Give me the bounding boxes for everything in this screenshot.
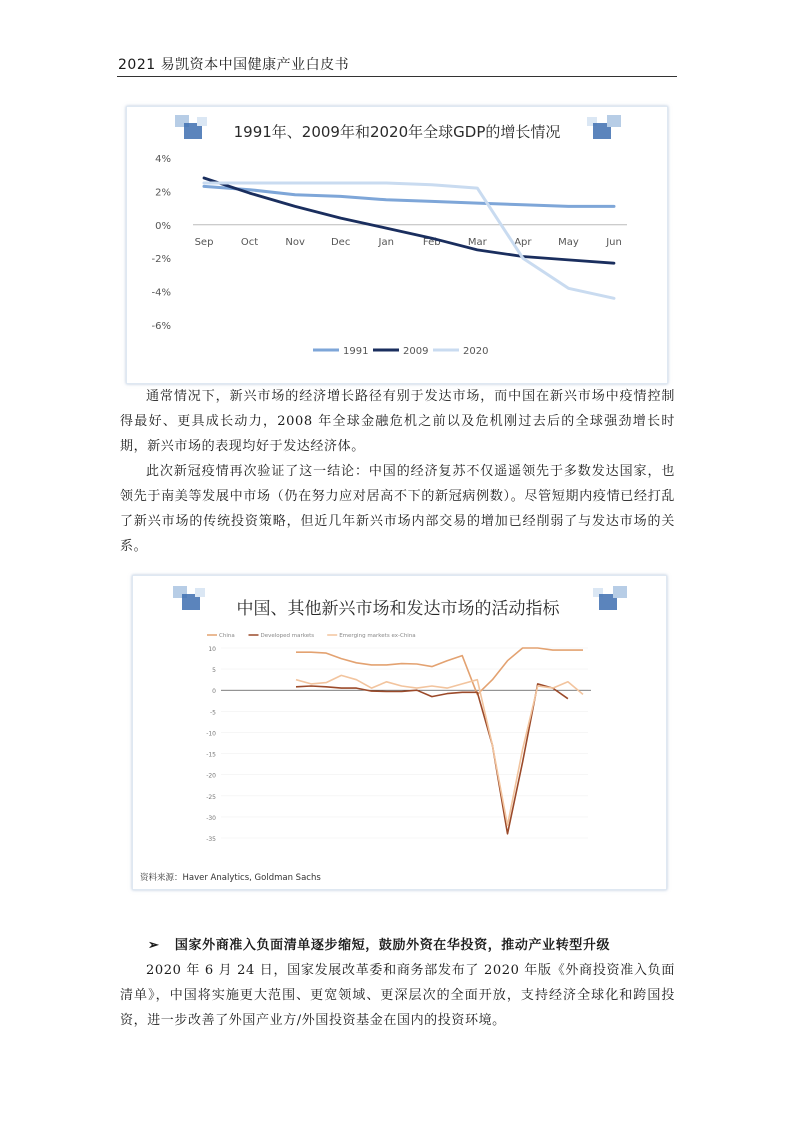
y-tick-label: -4%: [151, 287, 171, 299]
y-tick-label: -30: [206, 814, 216, 822]
x-tick-label: Oct: [240, 236, 259, 248]
y-tick-label: 4%: [155, 154, 171, 165]
x-tick-label: Feb: [422, 236, 441, 248]
y-tick-label: -20: [206, 772, 216, 780]
x-tick-label: Dec: [330, 236, 351, 248]
bullet-marker: ➢: [148, 938, 160, 953]
y-tick-label: -35: [206, 836, 216, 843]
y-tick-label: 5: [212, 667, 216, 675]
chart-source: 资料来源：Haver Analytics, Goldman Sachs: [140, 873, 321, 883]
legend-label: 1991: [343, 346, 369, 357]
x-tick-label: Jun: [606, 236, 622, 248]
paragraph-3: 2020 年 6 月 24 日，国家发展改革委和商务部发布了 2020 年版《外商投资准入负面清单》，中国将实施更大范围、更宽领域、更深层次的全面开放，支持经济全球化和跨国投资，进一步改善了外国产业方/外国投资基金在国内的投资环境。: [120, 963, 675, 1028]
gdp-chart-panel: [126, 106, 668, 384]
activity-line-chart: [133, 576, 666, 889]
y-tick-label: -25: [206, 793, 216, 801]
x-tick-label: Jan: [378, 236, 394, 248]
legend-label: Emerging markets ex-China: [339, 633, 416, 639]
paragraph-2: 此次新冠疫情再次验证了这一结论：中国的经济复苏不仅遥遥领先于多数发达国家，也领先于南美等发展中市场（仍在努力应对居高不下的新冠病例数）。尽管短期内疫情已经打乱了新兴市场的传统投资策略，但近几年新兴市场内部交易的增加已经削弱了与发达市场的关系。: [120, 464, 675, 554]
legend-label: China: [219, 633, 235, 639]
y-tick-label: 0: [212, 688, 216, 696]
y-tick-label: -2%: [151, 254, 171, 266]
y-tick-label: -10: [206, 730, 216, 738]
series-line: [296, 675, 583, 825]
y-tick-label: -6%: [151, 321, 171, 332]
paragraph-1: 通常情况下，新兴市场的经济增长路径有别于发达市场，而中国在新兴市场中疫情控制得最好、更具成长动力，2008 年全球金融危机之前以及危机刚过去后的全球强劲增长时期，新兴市场的表现均好于发达经济体。: [120, 389, 675, 454]
y-tick-label: 0%: [155, 220, 171, 232]
y-tick-label: -5: [210, 709, 216, 717]
x-tick-label: Nov: [285, 236, 305, 248]
x-tick-label: Apr: [514, 236, 532, 248]
y-tick-label: -15: [206, 751, 216, 759]
section-bullet: [148, 934, 610, 953]
gdp-line-chart: [127, 107, 667, 383]
chart-title: 中国、其他新兴市场和发达市场的活动指标: [236, 599, 560, 619]
series-line: [296, 684, 568, 834]
bullet-text: 国家外商准入负面清单逐步缩短，鼓励外资在华投资，推动产业转型升级: [174, 938, 611, 953]
x-tick-label: Mar: [467, 236, 487, 248]
legend-label: Developed markets: [260, 633, 315, 639]
activity-chart-panel: [132, 575, 667, 890]
legend-label: 2009: [403, 346, 429, 357]
x-tick-label: May: [558, 236, 579, 248]
header-divider: [117, 76, 677, 77]
legend-label: 2020: [463, 346, 489, 357]
document-header: 2021 易凯资本中国健康产业白皮书: [118, 57, 350, 73]
y-tick-label: 2%: [155, 187, 171, 199]
x-tick-label: Sep: [194, 236, 214, 248]
y-tick-label: 10: [208, 646, 216, 653]
chart-title: 1991年、2009年和2020年全球GDP的增长情况: [233, 123, 561, 141]
